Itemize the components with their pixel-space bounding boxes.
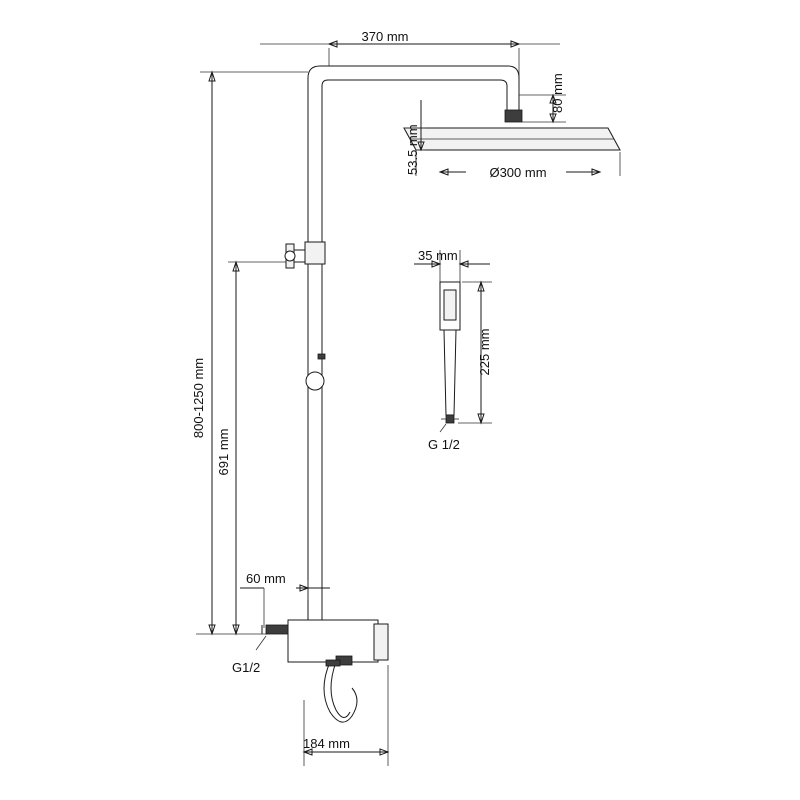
mixer-body <box>262 620 388 722</box>
label-handset-width: 35 mm <box>418 248 458 263</box>
dimension-column-height <box>196 72 308 634</box>
label-head-diameter: Ø300 mm <box>489 165 547 180</box>
label-column-height: 800-1250 mm <box>191 357 206 439</box>
label-arm-length: 370 mm <box>361 29 409 44</box>
shower-head <box>404 110 620 150</box>
label-inlet-thread: G1/2 <box>232 660 261 675</box>
label-handset-thread: G 1/2 <box>428 437 460 452</box>
riser-column <box>285 242 325 630</box>
label-riser-height: 691 mm <box>216 428 231 476</box>
label-mixer-offset: 60 mm <box>246 571 286 586</box>
label-head-thickness: 80 mm <box>550 73 565 113</box>
label-handset-length: 225 mm <box>477 328 492 376</box>
label-head-drop: 53.5 mm <box>405 124 420 175</box>
leader-inlet-thread <box>256 636 266 650</box>
label-base-width: 184 mm <box>303 736 350 751</box>
